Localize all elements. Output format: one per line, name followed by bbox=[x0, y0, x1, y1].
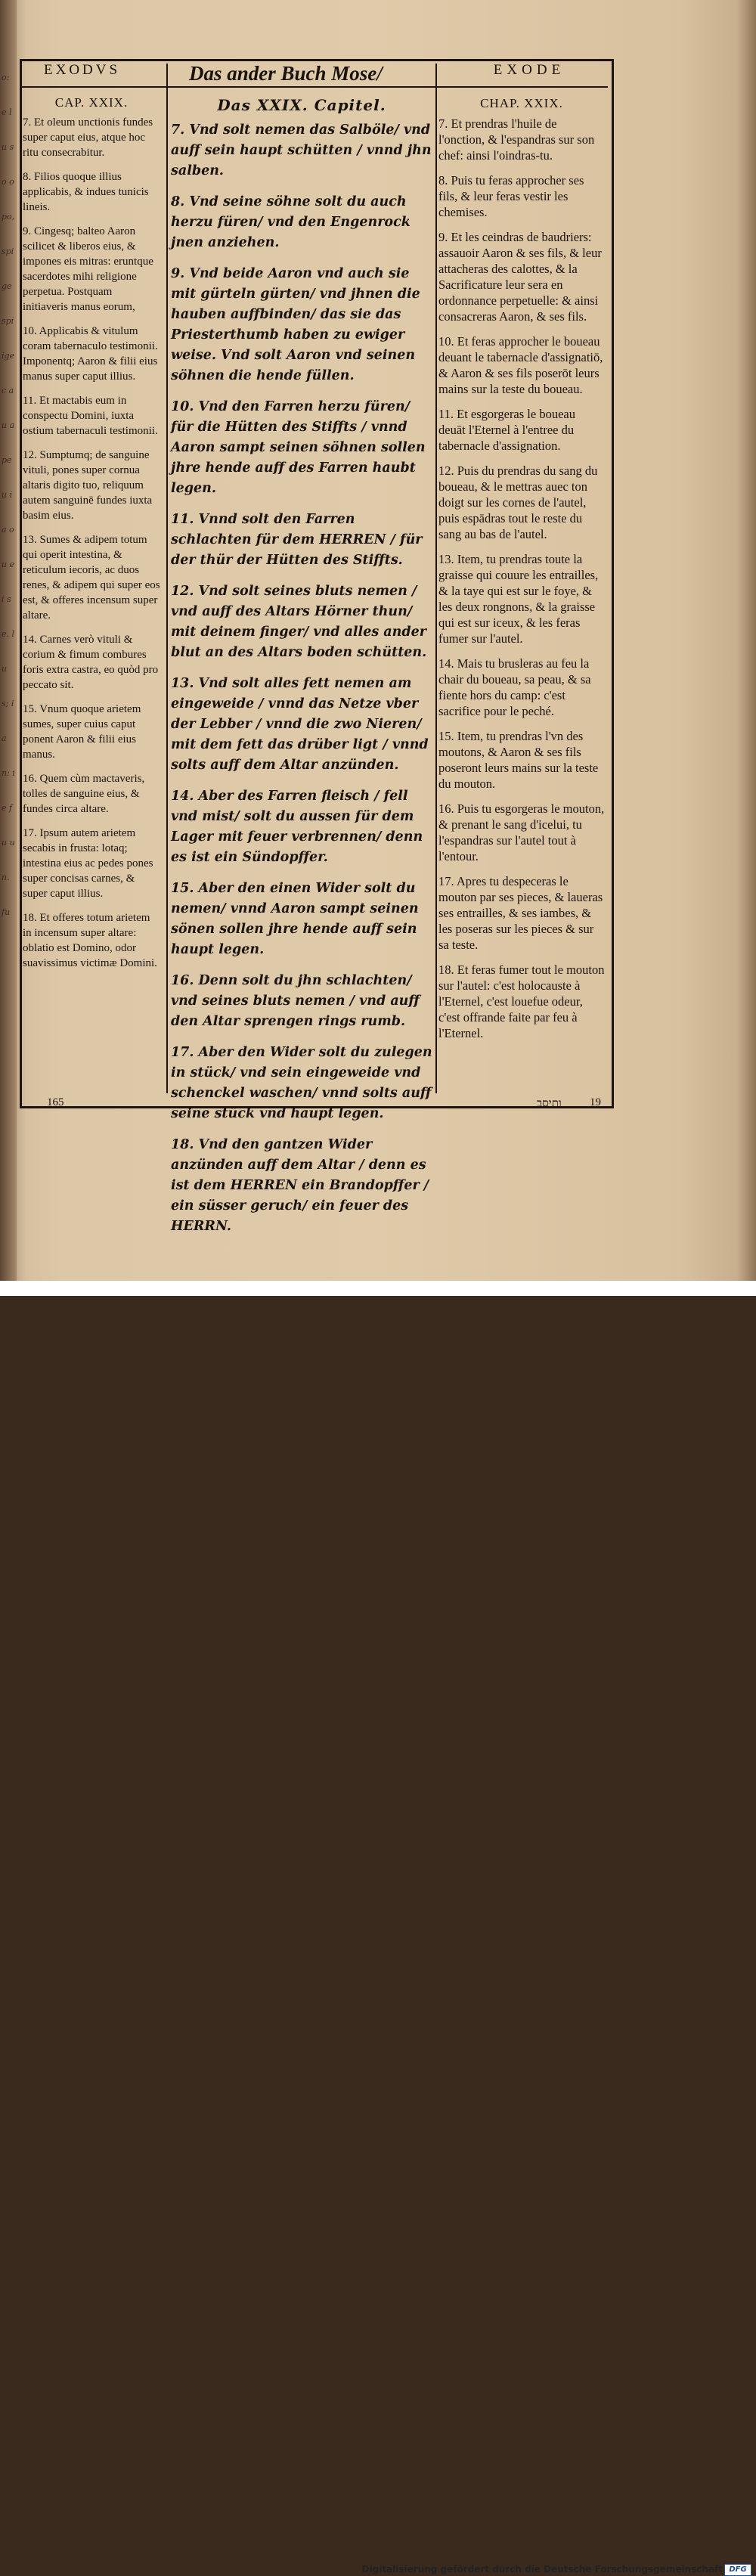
verse: 10. Vnd den Farren herzu füren/ für die Hütten des Stiffts / vnnd Aaron sampt seinen söhnen sollen jhre hende auff des Farren haubt legen. bbox=[171, 399, 426, 496]
column-rule-left bbox=[166, 64, 168, 1093]
header-rule bbox=[21, 86, 608, 88]
verse: 14. Carnes verò vituli & corium & fimum combures foris extra castra, eo quòd pro peccato sit. bbox=[23, 634, 159, 691]
credit-bar bbox=[0, 1281, 756, 2574]
verse: 11. Et esgorgeras le boueau deuāt l'Eternel à l'entree du tabernacle d'assignation. bbox=[438, 407, 575, 453]
chapter-heading-french: CHAP. XXIX. bbox=[480, 96, 563, 110]
verse: 7. Et oleum unctionis fundes super caput eius, atque hoc ritu consecrabitur. bbox=[23, 116, 153, 159]
latin-column bbox=[23, 89, 160, 1090]
verse: 7. Et prendras l'huile de l'onction, & l'espandras sur son chef: ainsi l'oindras-tu. bbox=[438, 116, 595, 163]
french-column bbox=[438, 89, 605, 1090]
verse: 13. Item, tu prendras toute la graisse qui couure les entrailles, & la taye qui est sur le foye, & les deux rongnons, & la graisse qui est sur iceux, & les feras fumer sur l'autel. bbox=[438, 552, 599, 646]
dfg-logo-icon: DFG bbox=[724, 2564, 751, 2576]
verse: 11. Et mactabis eum in conspectu Domini, iuxta ostium tabernaculi testimonii. bbox=[23, 395, 158, 437]
running-head-german: Das ander Buch Mose/ bbox=[189, 62, 383, 85]
verse: 17. Ipsum autem arietem secabis in frusta: lotaq; intestina eius ac pedes pones super concisas carnes, & super caput illius. bbox=[23, 827, 153, 900]
verse: 17. Apres tu despeceras le mouton par ses pieces, & laueras ses entrailles, & ses iambes, & les poseras sur les pieces & sur sa teste. bbox=[438, 874, 603, 952]
german-column bbox=[171, 89, 432, 1234]
verse: 7. Vnd solt nemen das Salböle/ vnd auff sein haupt schütten / vnnd jhn salben. bbox=[171, 122, 432, 178]
hebrew-catchword: ותיסב bbox=[537, 1096, 562, 1110]
verse: 18. Et offeres totum arietem in incensum super altare: oblatio est Domino, odor suavissimus victimæ Domini. bbox=[23, 912, 157, 969]
running-head-french: EXODE bbox=[493, 62, 565, 78]
verse: 12. Sumptumq; de sanguine vituli, pones super cornua altaris digito tuo, reliquum autem sanguinē fundes iuxta basim eius. bbox=[23, 449, 153, 522]
verse: 12. Puis du prendras du sang du boueau, & le mettras auec ton doigt sur les cornes de l'autel, puis espādras tout le reste du sang au bas de l'autel. bbox=[438, 463, 598, 541]
verse: 15. Vnum quoque arietem sumes, super cuius caput ponent Aaron & filii eius manus. bbox=[23, 703, 141, 761]
page-number: 165 bbox=[47, 1096, 64, 1108]
chapter-heading-german: Das XXIX. Capitel. bbox=[217, 96, 386, 114]
column-rule-right bbox=[435, 64, 437, 1093]
verse: 16. Puis tu esgorgeras le mouton, & prenant le sang d'icelui, tu l'espandras sur l'autel tout à l'entour. bbox=[438, 801, 605, 863]
verse: 18. Vnd den gantzen Wider anzünden auff dem Altar / denn es ist dem HERREN ein Brandopffer / ein süsser geruch/ ein feuer des HERRN. bbox=[171, 1137, 429, 1234]
verse: 14. Mais tu brusleras au feu la chair du boueau, sa peau, & sa fiente hors du camp: c'est sacrifice pour le peché. bbox=[438, 656, 591, 718]
verse: 10. Applicabis & vitulum coram tabernaculo testimonii. Imponentq; Aaron & filii eius manus super caput illius. bbox=[23, 325, 158, 383]
verse: 9. Cingesq; balteo Aaron scilicet & liberos eius, & impones eis mitras: eruntque sacerdotes mihi religione perpetua. Postquam initiaveris manus eorum, bbox=[23, 225, 153, 313]
verse: 9. Et les ceindras de baudriers: assauoir Aaron & ses fils, & leur attacheras des calottes, & la Sacrificature leur sera en ordonnance perpetuelle: & ainsi consacreras Aaron, & ses fils. bbox=[438, 230, 602, 324]
verse: 16. Denn solt du jhn schlachten/ vnd seines bluts nemen / vnd auff den Altar sprengen rings rumb. bbox=[171, 973, 420, 1029]
verse: 14. Aber des Farren fleisch / fell vnd mist/ solt du aussen für dem Lager mit feuer verbrennen/ denn es ist ein Sündopffer. bbox=[171, 789, 423, 865]
previous-page-edge bbox=[0, 0, 17, 1281]
chapter-heading-latin: CAP. XXIX. bbox=[54, 95, 129, 110]
verse: 9. Vnd beide Aaron vnd auch sie mit gürteln gürten/ vnd jhnen die hauben auffbinden/ das sie das Priesterthumb haben zu ewiger weise. Vnd solt Aaron vnd seinen söhnen die hende füllen. bbox=[171, 266, 420, 383]
verse: 13. Sumes & adipem totum qui operit intestina, & reticulum iecoris, ac duos renes, & adipem qui super eos est, & offeres incensum super altare. bbox=[23, 534, 160, 622]
verse: 8. Puis tu feras approcher ses fils, & leur feras vestir les chemises. bbox=[438, 173, 584, 219]
german-verses bbox=[171, 120, 432, 1237]
verse: 15. Aber den einen Wider solt du nemen/ vnnd Aaron sampt seinen sönen sollen jhre hende auff sein haupt legen. bbox=[171, 881, 419, 957]
verse: 18. Et feras fumer tout le mouton sur l'autel: c'est holocauste à l'Eternel, c'est louefue odeur, c'est offrande faite par feu à l'Eternel. bbox=[438, 963, 605, 1040]
verse: 13. Vnd solt alles fett nemen am eingeweide / vnnd das Netze vber der Lebber / vnnd die zwo Nieren/ mit dem fett das drüber ligt / vnnd solts auff dem Altar anzünden. bbox=[171, 676, 429, 773]
verse: 8. Filios quoque illius applicabis, & indues tunicis lineis. bbox=[23, 171, 149, 213]
verse: 16. Quem cùm mactaveris, tolles de sanguine eius, & fundes circa altare. bbox=[23, 773, 145, 815]
running-head-latin: EXODVS bbox=[44, 62, 121, 78]
signature-mark: 19 bbox=[590, 1096, 601, 1108]
french-verses bbox=[438, 116, 605, 1041]
gutter-text: o: e lu so o po, spi ge spi ige c au a pe u ia ou ei se. lu s; ia n: ie f u un. fu bbox=[2, 73, 15, 917]
funding-credit: Digitalisierung gefördert durch die Deutsche Forschungsgemeinschaft bbox=[361, 2564, 723, 2574]
book-page bbox=[0, 0, 756, 1281]
verse: 12. Vnd solt seines bluts nemen / vnd auff des Altars Hörner thun/ mit deinem finger/ vnd alles ander blut an des Altars boden schütten. bbox=[171, 584, 427, 660]
verse: 10. Et feras approcher le boueau deuant le tabernacle d'assignatiō, & Aaron & ses fils poserōt leurs mains sur la teste du boueau. bbox=[438, 334, 603, 396]
latin-verses bbox=[23, 115, 160, 971]
verse: 8. Vnd seine söhne solt du auch herzu füren/ vnd den Engenrock jnen anziehen. bbox=[171, 194, 411, 250]
verse: 11. Vnnd solt den Farren schlachten für dem HERREN / für der thür der Hütten des Stiffts. bbox=[171, 512, 423, 568]
verse: 15. Item, tu prendras l'vn des moutons, & Aaron & ses fils poseront leurs mains sur la teste du mouton. bbox=[438, 729, 599, 791]
verse: 17. Aber den Wider solt du zulegen in stück/ vnd sein eingeweide vnd schenckel waschen/ vnnd solts auff seine stück vnd haupt legen. bbox=[171, 1045, 432, 1121]
